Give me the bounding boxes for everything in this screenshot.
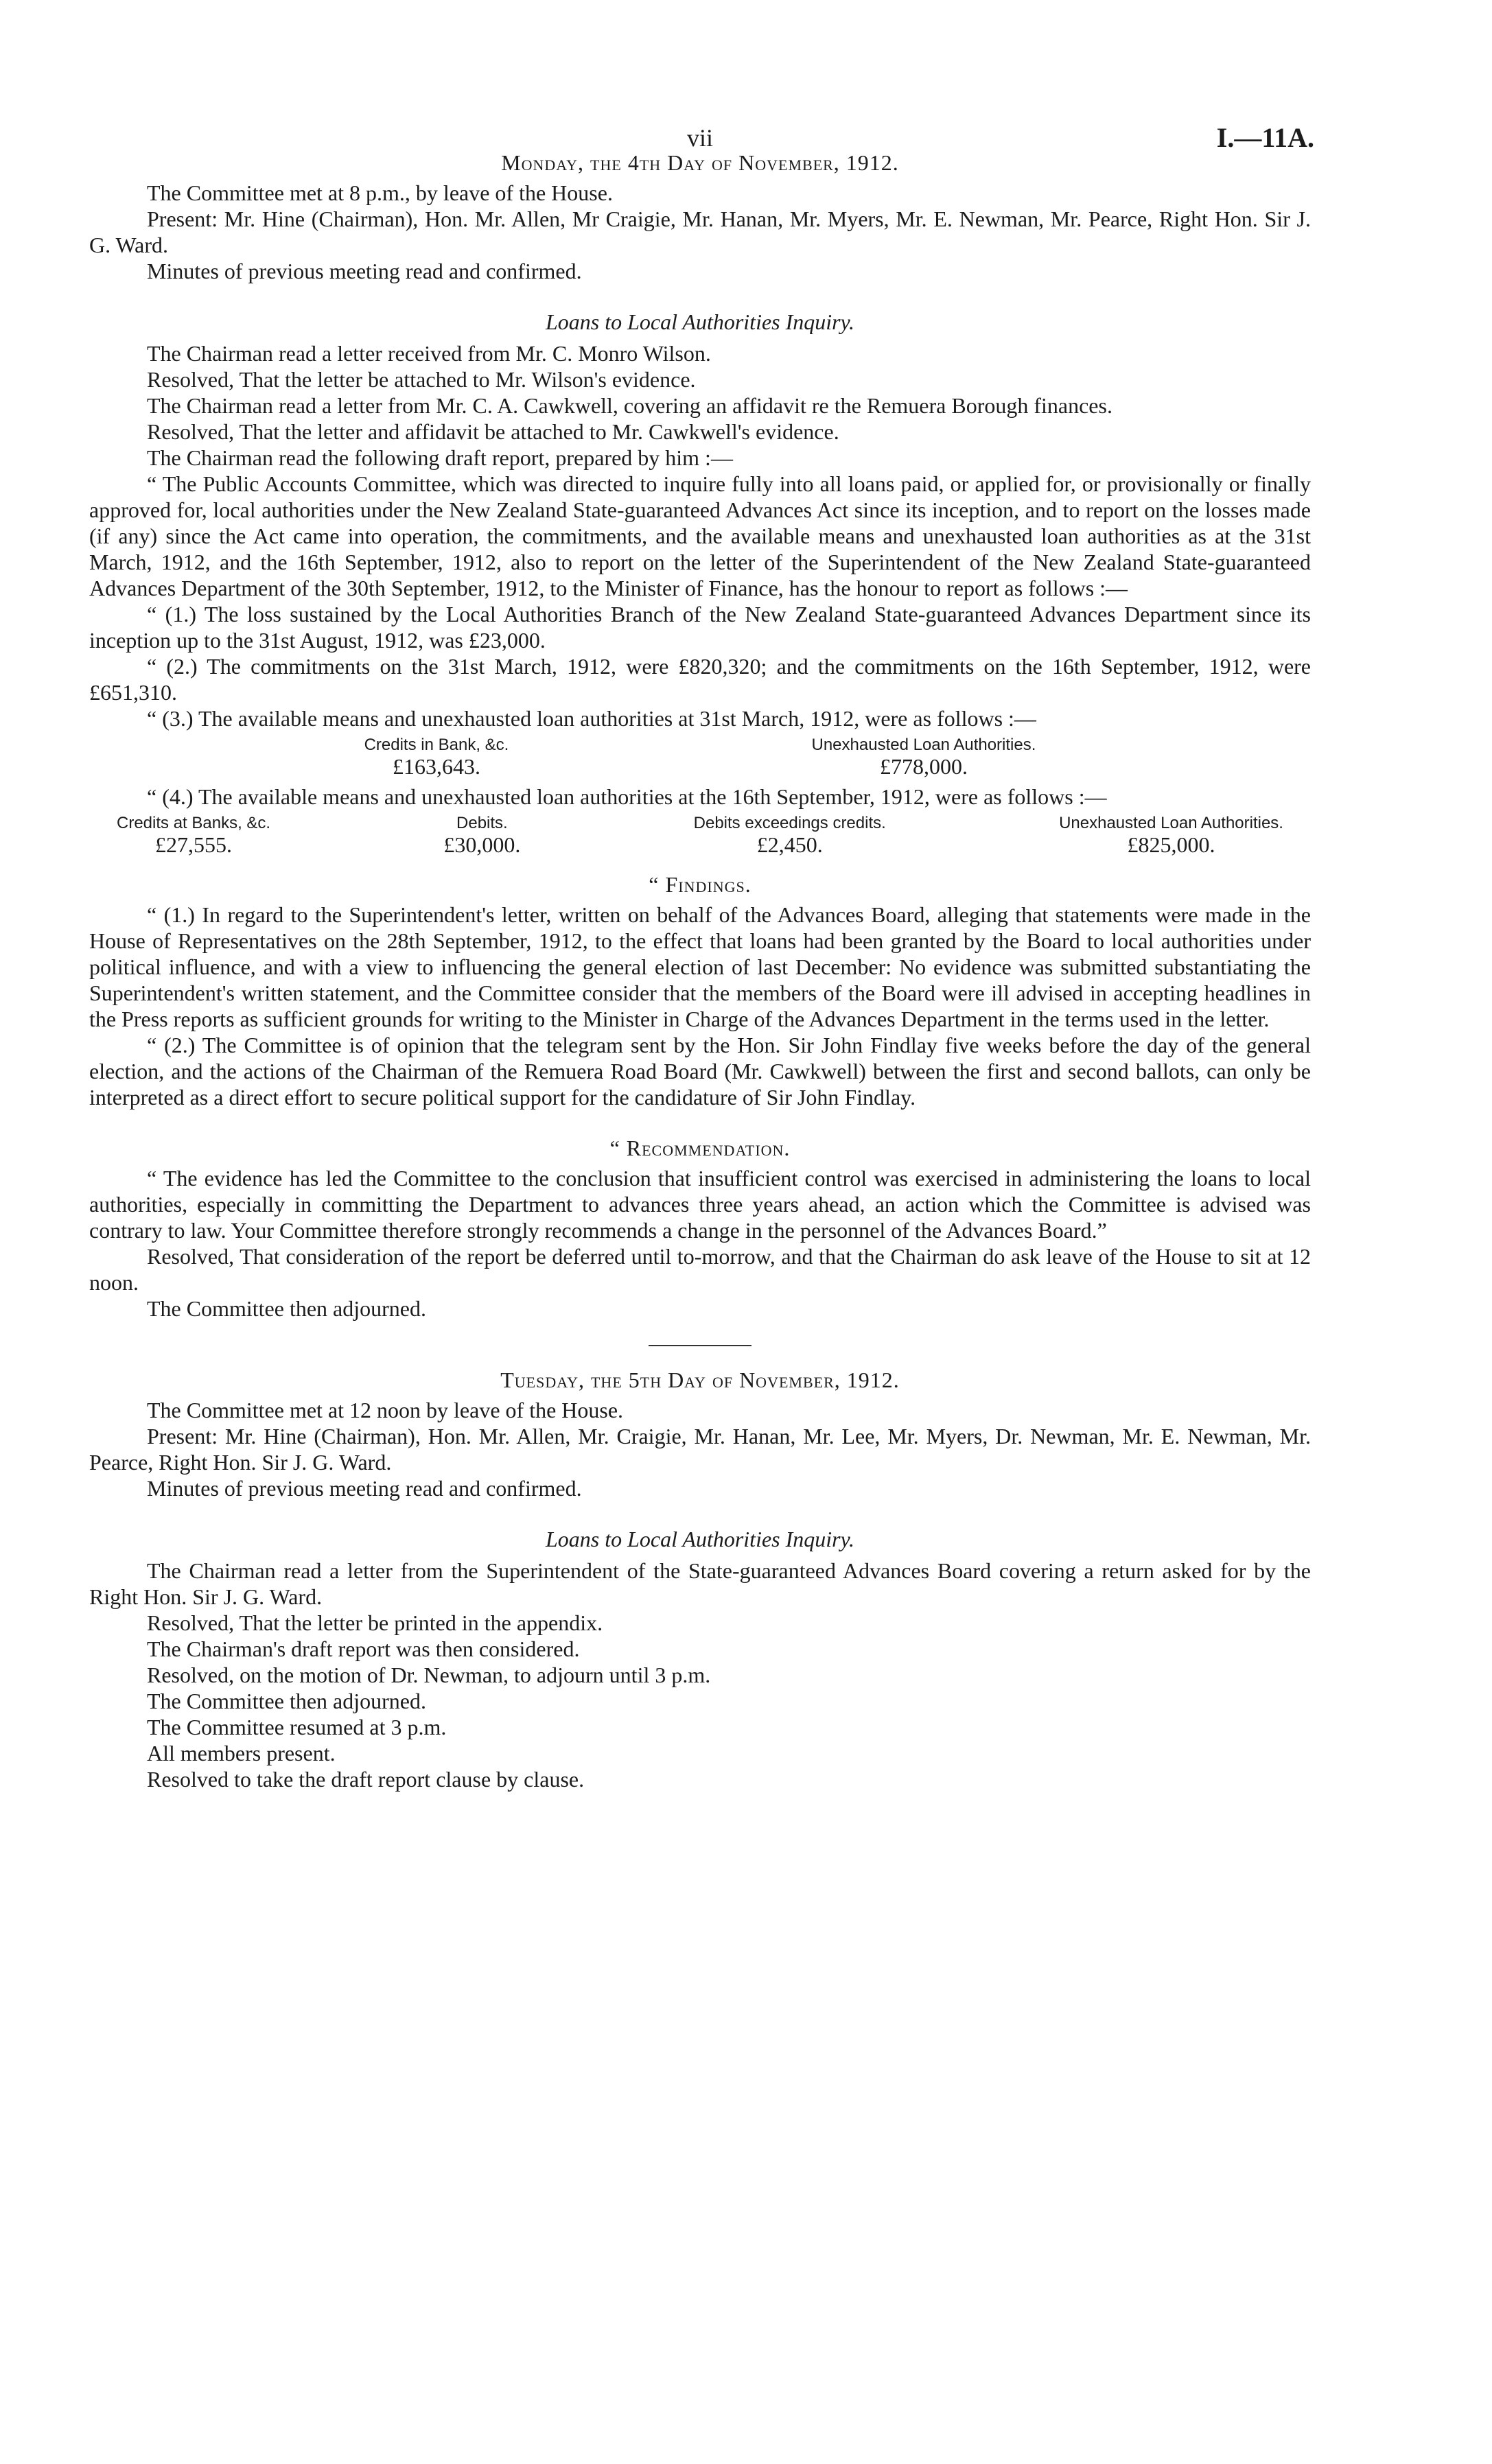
- column-label: Unexhausted Loan Authorities.: [811, 736, 1036, 754]
- column-value: £825,000.: [1127, 832, 1215, 857]
- paragraph: “ The evidence has led the Committee to the conclusion that insufficient control was exercised in administering the loans to local authorities, especially in committing the Department to advances three years ahead, an action which the Committee is advised was contrary to law. Your Committee therefore strongly recommends a change in the personnel of the Advances Board.”: [89, 1166, 1311, 1243]
- column-label: Credits at Banks, &c.: [117, 814, 271, 832]
- paragraph: Resolved, That the letter be printed in the appendix.: [147, 1610, 603, 1635]
- document-reference: I.—11A.: [1216, 122, 1314, 153]
- document-page: [89, 103, 1314, 1792]
- paragraph: The Committee then adjourned.: [147, 1689, 426, 1713]
- column-label: Debits.: [456, 814, 508, 832]
- section-divider: [649, 1345, 751, 1346]
- paragraph: Resolved, That consideration of the report be deferred until to-morrow, and that the Chairman do ask leave of the House to sit at 12 noon.: [89, 1244, 1311, 1295]
- column-value: £778,000.: [879, 754, 968, 779]
- column-value: £163,643.: [392, 754, 480, 779]
- paragraph: “ (3.) The available means and unexhausted loan authorities at 31st March, 1912, were as follows :—: [147, 706, 1036, 731]
- paragraph: “ (1.) In regard to the Superintendent's letter, written on behalf of the Advances Board, alleging that statements were made in the House of Representatives on the 28th September, 1912, to the effect that loans had been granted by the Board to local authorities under political influence, and with a view to influencing the general election of last December: No evidence was submitted substantiating the Superintendent's written statement, and the Committee consider that the members of the Board were ill advised in accepting headlines in the Press reports as sufficient grounds for writing to the Minister in Charge of the Advances Department in the terms used in the letter.: [89, 902, 1311, 1031]
- meeting-date-1: Monday, the 4th Day of November, 1912.: [501, 150, 899, 175]
- paragraph: The Chairman's draft report was then considered.: [147, 1636, 580, 1661]
- table-cell: [117, 814, 270, 856]
- paragraph: Present: Mr. Hine (Chairman), Hon. Mr. Allen, Mr. Craigie, Mr. Hanan, Mr. Lee, Mr. Myers, Dr. Newman, Mr. E. Newman, Mr. Pearce, Right Hon. Sir J. G. Ward.: [89, 1424, 1311, 1475]
- paragraph: The Chairman read a letter from Mr. C. A. Cawkwell, covering an affidavit re the Remuera Borough finances.: [147, 393, 1112, 418]
- paragraph: The Committee met at 12 noon by leave of the House.: [147, 1398, 624, 1422]
- table-cell: [694, 814, 886, 856]
- paragraph: Present: Mr. Hine (Chairman), Hon. Mr. Allen, Mr Craigie, Mr. Hanan, Mr. Myers, Mr. E. Newman, Mr. Pearce, Right Hon. Sir J. G. Ward.: [89, 207, 1311, 257]
- paragraph: Minutes of previous meeting read and confirmed.: [147, 259, 582, 283]
- paragraph: Minutes of previous meeting read and confirmed.: [147, 1476, 582, 1501]
- paragraph: “ (4.) The available means and unexhausted loan authorities at the 16th September, 1912, were as follows :—: [147, 784, 1107, 809]
- column-label: Debits exceedings credits.: [693, 814, 886, 832]
- table-cell: [443, 814, 520, 856]
- paragraph: The Chairman read the following draft report, prepared by him :—: [147, 445, 733, 470]
- table-cell: [364, 736, 509, 778]
- page-header: [89, 103, 1314, 153]
- means-table-march: [89, 736, 1311, 778]
- paragraph: The Committee then adjourned.: [147, 1296, 426, 1321]
- column-value: £30,000.: [443, 832, 521, 857]
- column-label: Unexhausted Loan Authorities.: [1059, 814, 1283, 832]
- paragraph: All members present.: [147, 1741, 336, 1765]
- paragraph: The Committee met at 8 p.m., by leave of the House.: [147, 180, 613, 205]
- paragraph: “ The Public Accounts Committee, which was directed to inquire fully into all loans paid, or applied for, or provisionally or finally approved for, local authorities under the New Zealand State-guaranteed Advances Act since its inception, and to report on the losses made (if any) since the Act came into operation, the commitments, and the available means and unexhausted loan authorities as at the 31st March, 1912, and the 16th September, 1912, also to report on the letter of the Superintendent of the New Zealand State-guaranteed Advances Department of the 30th September, 1912, to the Minister of Finance, has the honour to report as follows :—: [89, 471, 1311, 600]
- means-table-september: [89, 814, 1311, 856]
- paragraph: The Chairman read a letter from the Superintendent of the State-guaranteed Advances Board covering a return asked for by the Right Hon. Sir J. G. Ward.: [89, 1558, 1311, 1609]
- paragraph: The Chairman read a letter received from Mr. C. Monro Wilson.: [147, 341, 711, 366]
- recommendation-heading: “ Recommendation.: [609, 1136, 791, 1160]
- paragraph: Resolved, That the letter be attached to Mr. Wilson's evidence.: [147, 367, 696, 392]
- page-number: vii: [686, 124, 713, 152]
- column-label: Credits in Bank, &c.: [364, 736, 509, 754]
- section-title-1: Loans to Local Authorities Inquiry.: [545, 309, 855, 334]
- paragraph: Resolved to take the draft report clause by clause.: [147, 1767, 585, 1792]
- section-title-2: Loans to Local Authorities Inquiry.: [545, 1527, 855, 1551]
- table-cell: [812, 736, 1036, 778]
- paragraph: “ (2.) The Committee is of opinion that the telegram sent by the Hon. Sir John Findlay five weeks before the day of the general election, and the actions of the Chairman of the Remuera Road Board (Mr. Cawkwell) between the first and second ballots, can only be interpreted as a direct effort to secure political support for the candidature of Sir John Findlay.: [89, 1033, 1311, 1110]
- paragraph: Resolved, That the letter and affidavit be attached to Mr. Cawkwell's evidence.: [147, 419, 839, 444]
- table-cell: [1059, 814, 1283, 856]
- column-value: £2,450.: [756, 832, 823, 857]
- paragraph: Resolved, on the motion of Dr. Newman, to adjourn until 3 p.m.: [147, 1663, 711, 1687]
- paragraph: The Committee resumed at 3 p.m.: [147, 1715, 447, 1739]
- findings-heading: “ Findings.: [649, 872, 751, 897]
- meeting-date-2: Tuesday, the 5th Day of November, 1912.: [500, 1368, 900, 1392]
- paragraph: “ (1.) The loss sustained by the Local Authorities Branch of the New Zealand State-guaranteed Advances Department since its inception up to the 31st August, 1912, was £23,000.: [89, 602, 1311, 653]
- paragraph: “ (2.) The commitments on the 31st March, 1912, were £820,320; and the commitments on the 16th September, 1912, were £651,310.: [89, 654, 1311, 705]
- column-value: £27,555.: [155, 832, 233, 857]
